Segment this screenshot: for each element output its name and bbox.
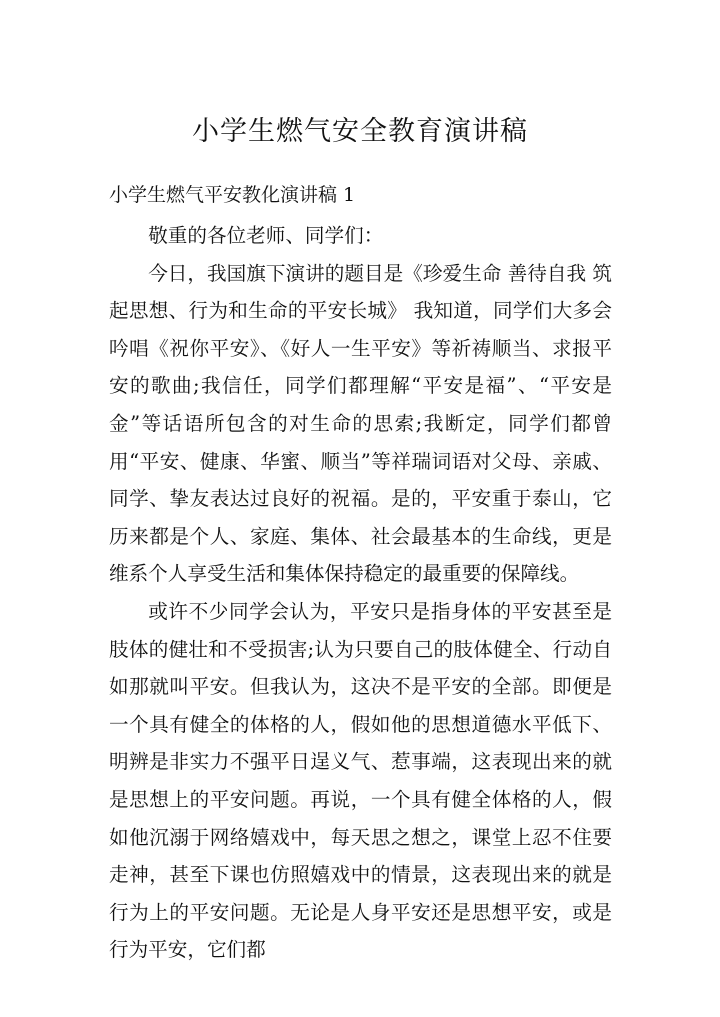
salutation-paragraph: 敬重的各位老师、同学们： — [148, 224, 384, 247]
document-title: 小学生燃气安全教育演讲稿 — [192, 116, 528, 147]
body-paragraph: 今日，我国旗下演讲的题目是《珍爱生命 善待自我 筑起思想、行为和生命的平安长城》 我知道，同学们大多会吟唱《祝你平安》、《好人一生平安》等祈祷顺当、求报平安的歌曲;我信任，同学们都理解“平安是福”、“平安是金”等话语所包含的对生命的思索;我断定，同学们都曾用“平安、健康、华蜜、顺当”等祥瑞词语对父母、亲戚、同学、挚友表达过良好的祝福。是的，平安重于泰山，它历来都是个人、家庭、集体、社会最基本的生命线，更是维系个人享受生活和集体保持稳定的最重要的保障线。 — [109, 261, 612, 586]
section-heading: 小学生燃气平安教化演讲稿 1 — [109, 184, 356, 206]
body-paragraph: 或许不少同学会认为，平安只是指身体的平安甚至是肢体的健壮和不受损害;认为只要自己的肢体健全、行动自如那就叫平安。但我认为，这决不是平安的全部。即便是一个具有健全的体格的人，假如他的思想道德水平低下、明辨是非实力不强平日逞义气、惹事端，这表现出来的就是思想上的平安问题。再说，一个具有健全体格的人，假如他沉溺于网络嬉戏中，每天思之想之，课堂上忍不住要走神，甚至下课也仿照嬉戏中的情景，这表现出来的就是行为上的平安问题。无论是人身平安还是思想平安，或是行为平安，它们都 — [109, 599, 612, 962]
document-body — [109, 217, 612, 969]
